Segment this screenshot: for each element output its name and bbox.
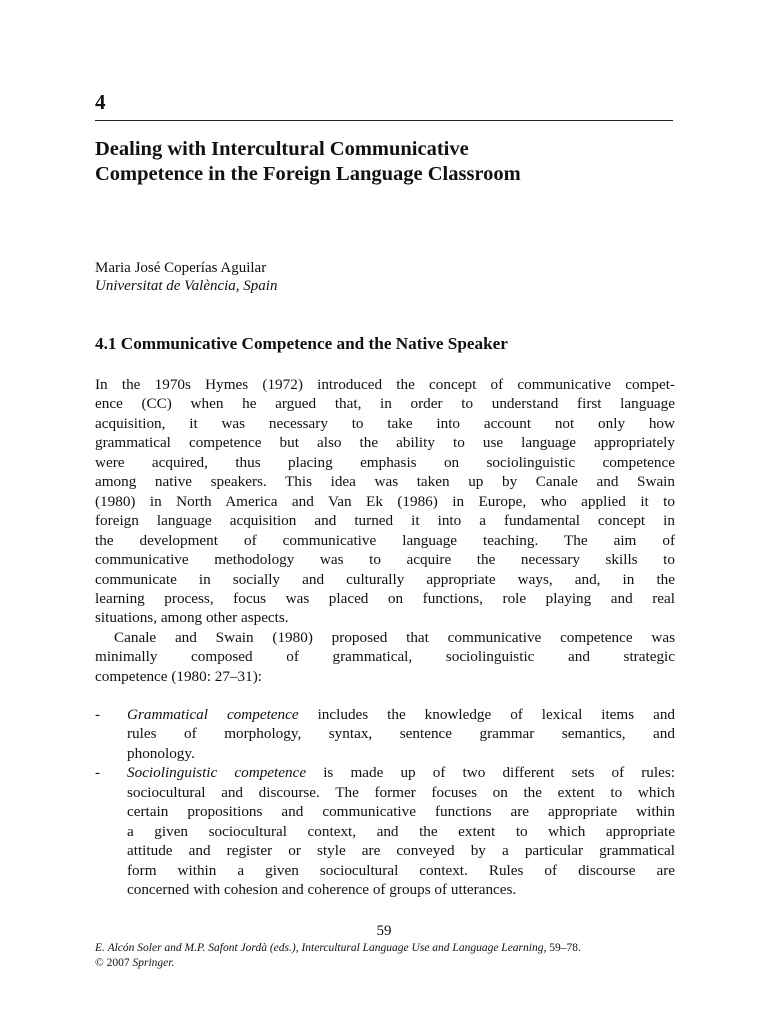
footer-citation bbox=[95, 941, 680, 970]
text-line: grammatical competence but also the ability to use language appropriately bbox=[95, 434, 675, 452]
text-line: In the 1970s Hymes (1972) introduced the concept of communicative compet- bbox=[95, 376, 675, 393]
text-line: competence (1980: 27–31): bbox=[95, 667, 263, 685]
text-line: learning process, focus was placed on functions, role playing and real bbox=[95, 589, 675, 607]
footer-pages: 59–78. bbox=[546, 942, 581, 954]
author-name: Maria José Coperías Aguilar bbox=[95, 260, 267, 276]
chapter-title-line: Dealing with Intercultural Communicative bbox=[95, 138, 469, 160]
text-line: form within a given sociocultural context. Rules of discourse are bbox=[127, 861, 675, 879]
author-affiliation: Universitat de València, Spain bbox=[95, 278, 278, 294]
text-line: were acquired, thus placing emphasis on sociolinguistic competence bbox=[95, 453, 675, 471]
text-line: ence (CC) when he argued that, in order to understand first language bbox=[95, 395, 675, 413]
text-line bbox=[127, 705, 675, 724]
text-line: minimally composed of grammatical, sociolinguistic and strategic bbox=[95, 648, 675, 666]
chapter-title-line: Competence in the Foreign Language Classroom bbox=[95, 163, 521, 185]
text-line: sociocultural and discourse. The former focuses on the extent to which bbox=[127, 783, 675, 801]
page-number: 59 bbox=[376, 923, 392, 939]
bullet-marker: - bbox=[95, 764, 101, 782]
text-line: a given sociocultural context, and the extent to which appropriate bbox=[127, 822, 675, 840]
footer-publisher: Springer. bbox=[132, 956, 175, 969]
footer-line bbox=[95, 956, 680, 971]
text-line: the development of communicative language teaching. The aim of bbox=[95, 531, 675, 549]
text-line: foreign language acquisition and turned it into a fundamental concept in bbox=[95, 512, 675, 530]
text-line: communicative methodology was to acquire the necessary skills to bbox=[95, 551, 675, 569]
text-line: among native speakers. This idea was taken up by Canale and Swain bbox=[95, 473, 675, 491]
list-item bbox=[95, 705, 675, 763]
body-paragraph bbox=[95, 628, 675, 686]
bullet-marker: - bbox=[95, 706, 101, 723]
section-heading: 4.1 Communicative Competence and the Native Speaker bbox=[95, 334, 508, 353]
text-line: Canale and Swain (1980) proposed that communicative competence was bbox=[114, 629, 675, 646]
footer-copyright: © 2007 bbox=[95, 956, 133, 969]
text-line: rules of morphology, syntax, sentence grammar semantics, and bbox=[127, 725, 675, 743]
text-line: attitude and register or style are conveyed by a particular grammatical bbox=[127, 842, 675, 860]
term: Grammatical competence bbox=[127, 706, 299, 723]
text-line: certain propositions and communicative functions are appropriate within bbox=[127, 803, 675, 821]
term: Sociolinguistic competence bbox=[127, 764, 307, 782]
text-line: phonology. bbox=[127, 744, 195, 762]
text-line: acquisition, it was necessary to take into account not only how bbox=[95, 414, 675, 432]
text-line: communicate in socially and culturally appropriate ways, and, in the bbox=[95, 570, 675, 588]
chapter-number: 4 bbox=[95, 90, 106, 114]
body-paragraph bbox=[95, 375, 675, 628]
text-line bbox=[127, 763, 675, 782]
text-line: situations, among other aspects. bbox=[95, 609, 289, 627]
text-fragment: includes the knowledge of lexical items and bbox=[298, 706, 676, 723]
text-fragment: is made up of two different sets of rules: bbox=[306, 764, 675, 782]
competence-list bbox=[95, 705, 675, 900]
text-line: concerned with cohesion and coherence of groups of utterances. bbox=[127, 881, 517, 899]
list-item bbox=[95, 763, 675, 899]
chapter-title bbox=[95, 137, 673, 187]
footer-line bbox=[95, 941, 680, 956]
footer-editors: E. Alcón Soler and M.P. Safont Jordà (eds.), Intercultural Language Use and Language Learning, bbox=[95, 942, 547, 954]
text-line: (1980) in North America and Van Ek (1986) in Europe, who applied it to bbox=[95, 492, 675, 510]
title-rule bbox=[95, 120, 673, 121]
